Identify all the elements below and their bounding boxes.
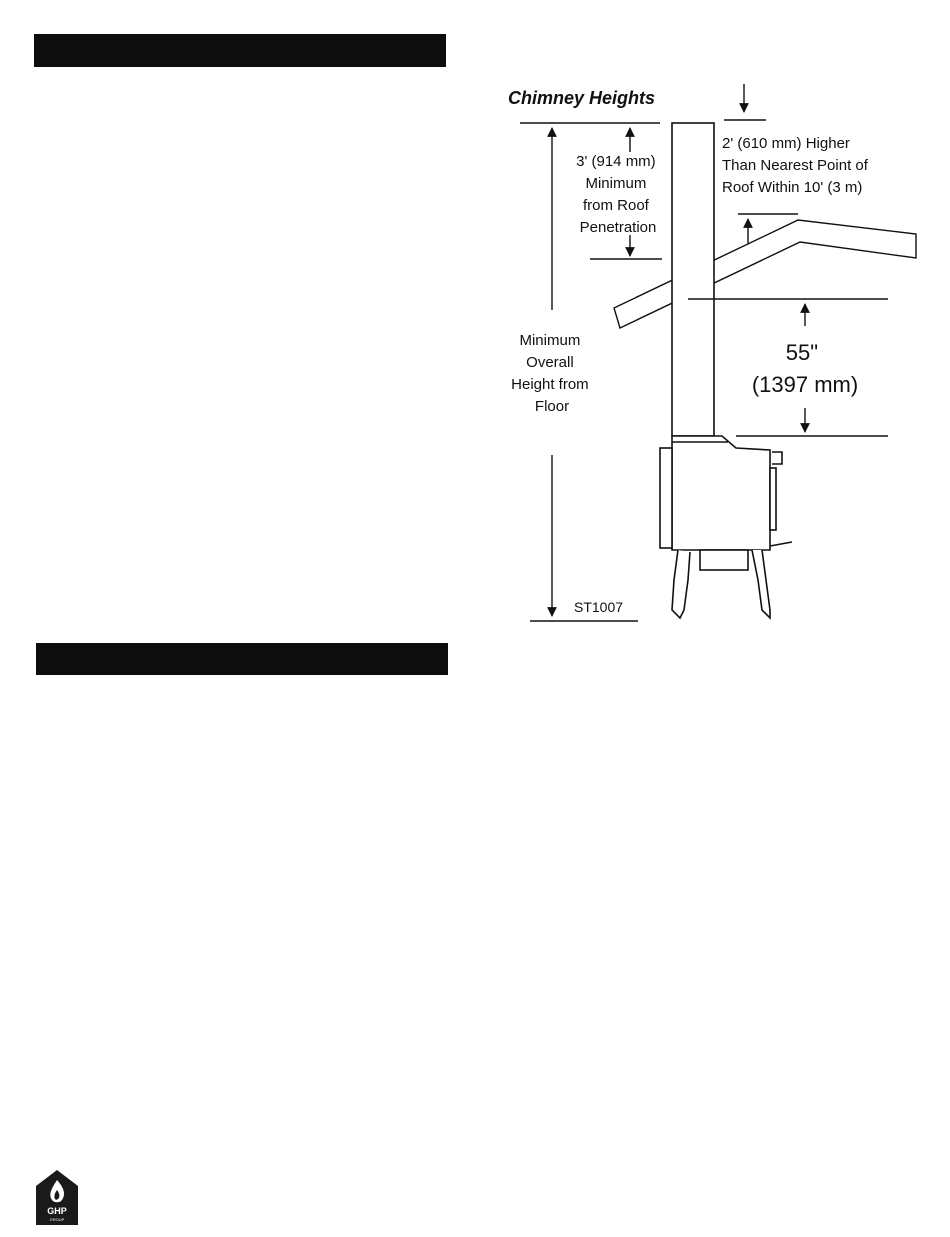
overall-height-label: Minimum Overall Height from Floor: [511, 332, 589, 415]
higher-than-roof-label: 2' (610 mm) Higher Than Nearest Point of Roof Within 10' (3 m): [722, 135, 868, 196]
clearance-dimension: [688, 299, 888, 436]
section-header-bar: [34, 34, 446, 67]
roof: [614, 220, 916, 328]
clearance-label: 55" (1397 mm): [751, 340, 859, 397]
diagram-title: Chimney Heights: [508, 88, 656, 108]
chimney-pipe: [672, 123, 714, 436]
wood-stove: [660, 436, 792, 618]
roof-penetration-label: 3' (914 mm) Minimum from Roof Penetration: [576, 153, 657, 236]
section-header-bar-2: [36, 643, 448, 675]
ghp-group-logo: [36, 1170, 78, 1225]
chimney-heights-diagram: [490, 80, 930, 640]
figure-code: ST1007: [574, 599, 624, 615]
logo-subtext: GROUP: [49, 1217, 65, 1222]
logo-text: GHP: [47, 1206, 67, 1216]
